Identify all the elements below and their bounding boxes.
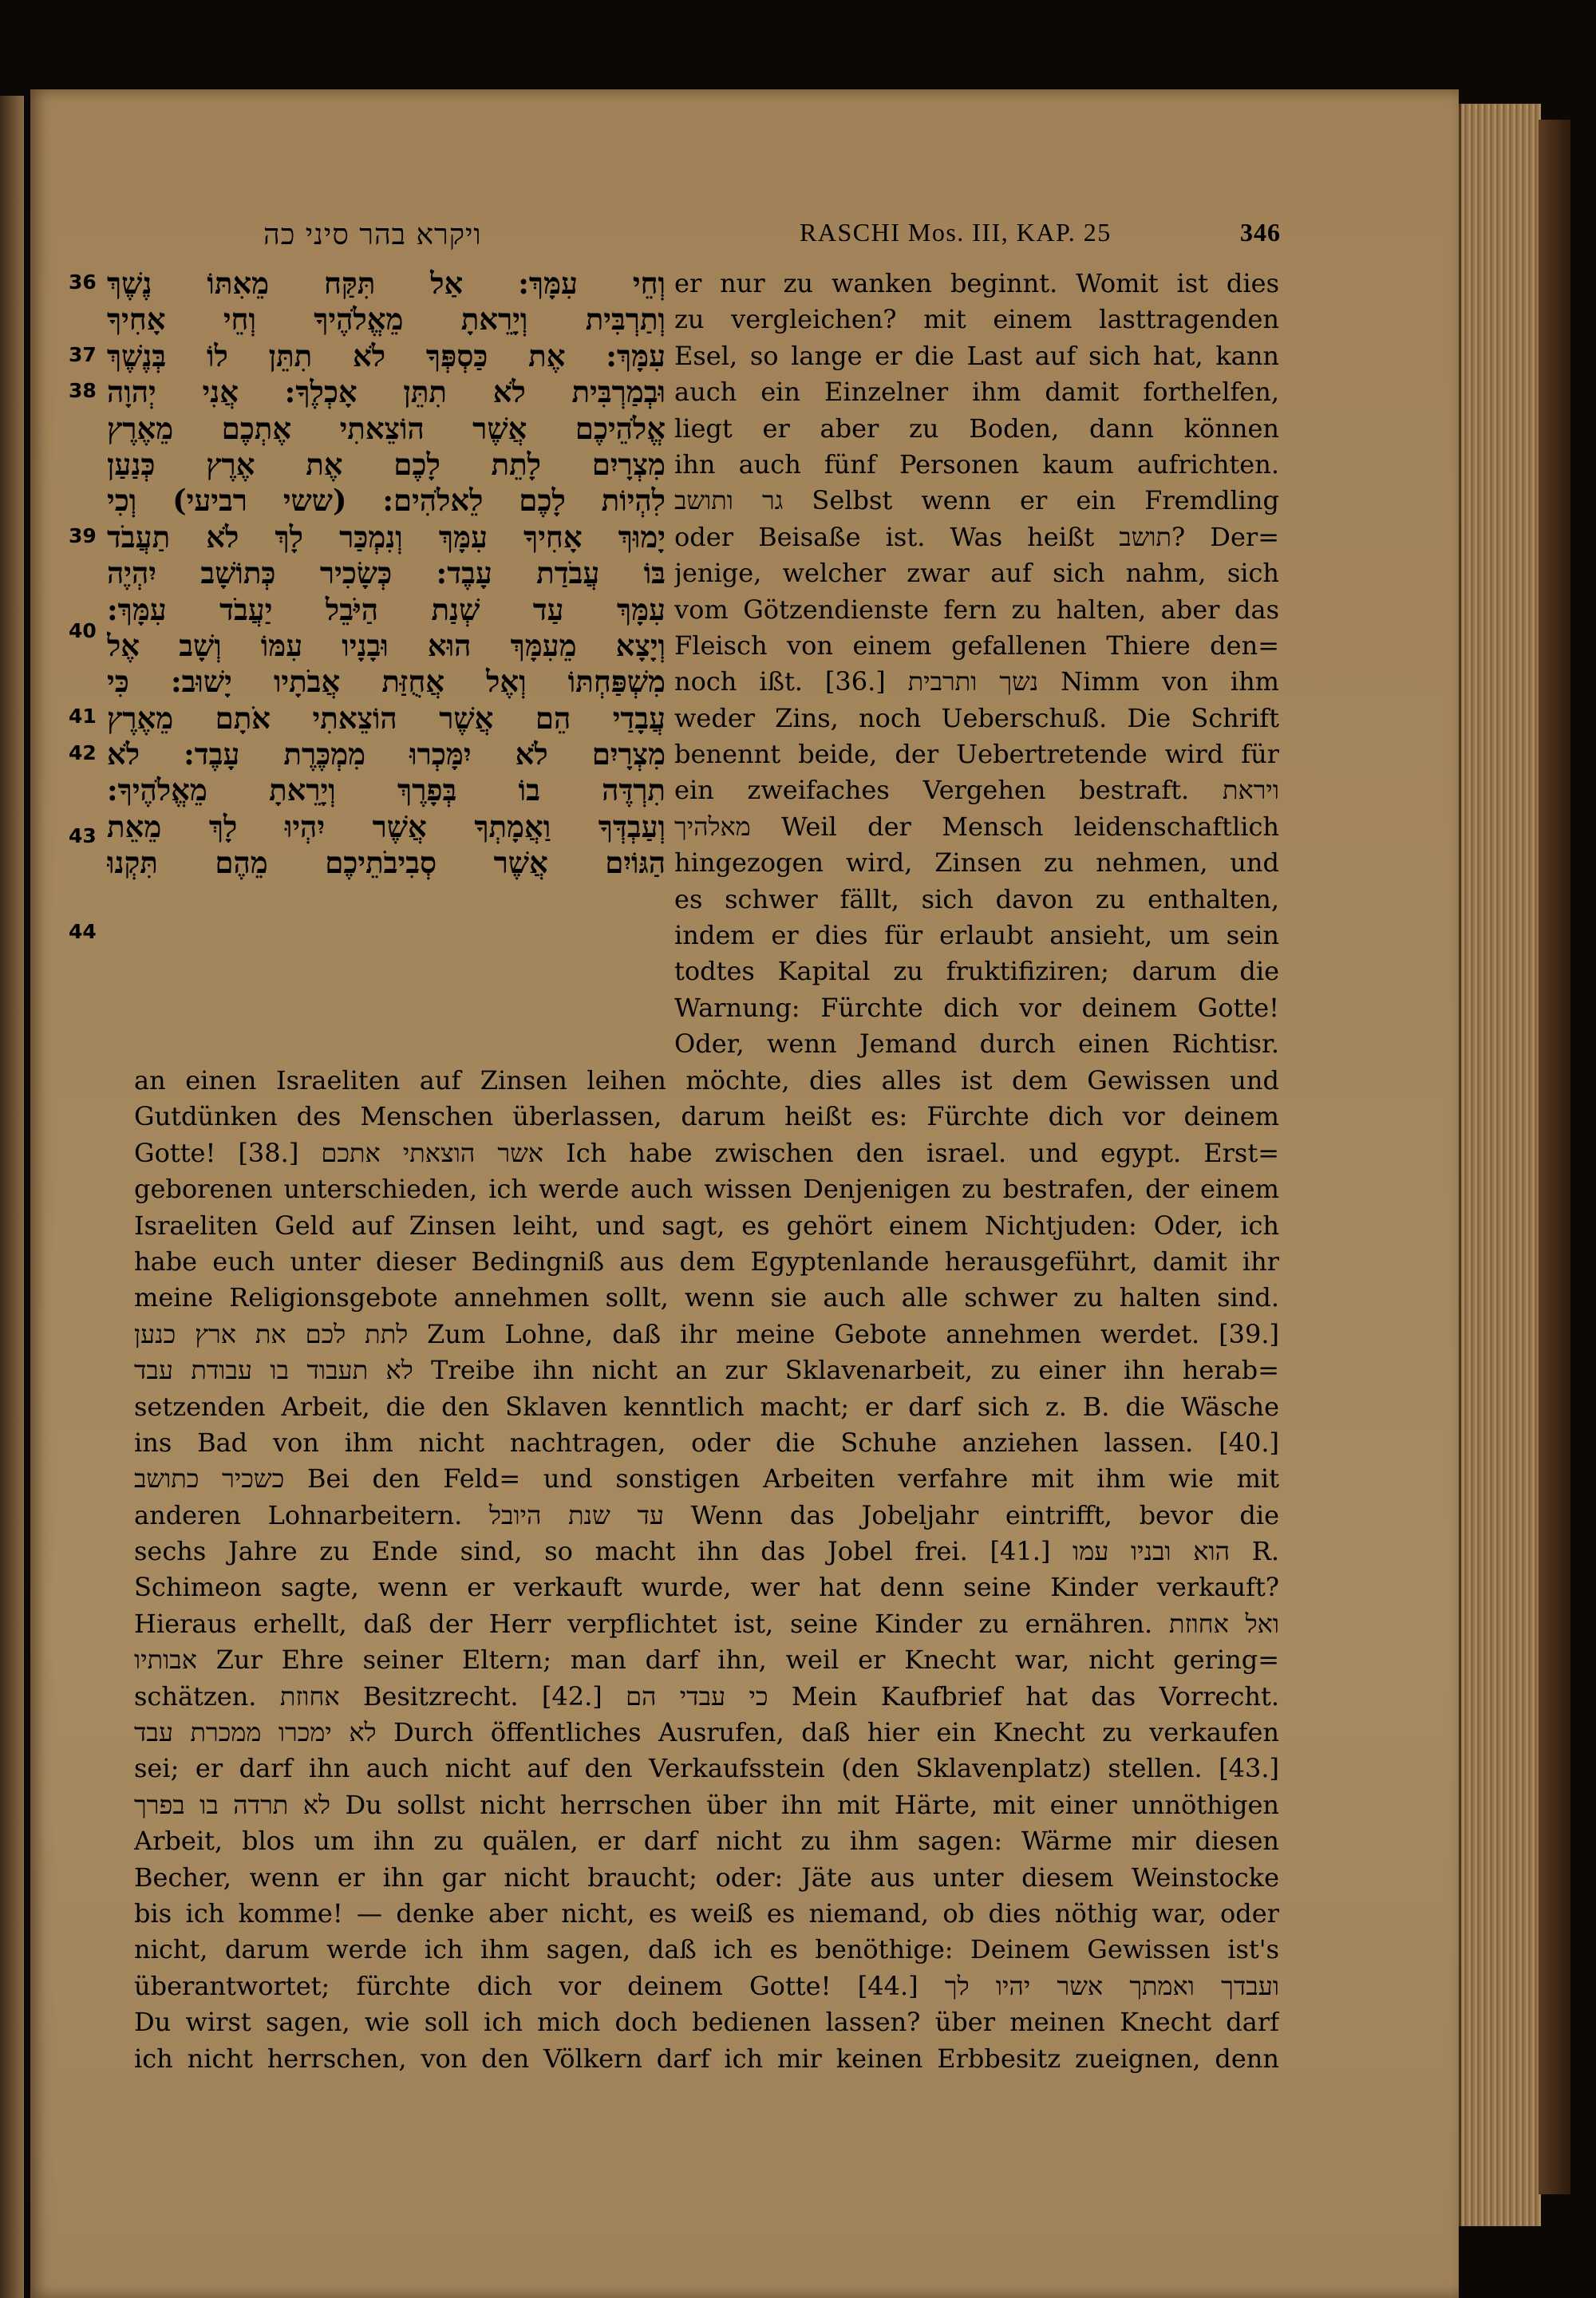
german-line: Gutdünken des Menschen überlassen, darum heißt es: Fürchte dich vor deinem (134, 1101, 1279, 1132)
hebrew-line: לִהְיוֹת לָכֶם לֵאלֹהִים: (ששי רביעי) וְכִי (107, 483, 666, 519)
german-line: Warnung: Fürchte dich vor deinem Gotte! (674, 992, 1279, 1023)
german-line: ihn auch fünf Personen kaum aufrichten. (674, 448, 1279, 480)
hebrew-line: וְחֵי עִמָּךְ: אַל תִּקַּח מֵאִתּוֹ נֶשֶׁךְ (107, 266, 666, 301)
german-line: Schimeon sagte, wenn er verkauft wurde, wer hat denn seine Kinder verkauft? (134, 1572, 1279, 1603)
verse-number: 39 (69, 524, 97, 547)
hebrew-line: תִרְדֶּה בוֹ בְּפָרֶךְ וְיָרֵאתָ מֵאֱלֹהֶיךָ: (107, 772, 666, 808)
hebrew-line: מִצְרָיִם לֹא יִמָּכְרוּ מִמְכֶּרֶת עָבֶד: לֹא (107, 736, 666, 772)
hebrew-line: בּוֹ עֲבֹדַת עָבֶד: כְּשָׂכִיר כְּתוֹשָׁב יִהְיֶה (107, 555, 666, 591)
german-line: ins Bad von ihm nicht nachtragen, oder die Schuhe anziehen lassen. [40.] (134, 1427, 1279, 1458)
hebrew-line: וְעַבְדְּךָ וַאֲמָתְךָ אֲשֶׁר יִהְיוּ לָךְ מֵאֵת (107, 808, 666, 844)
verse-number: 38 (69, 379, 97, 402)
german-line: oder Beisaße ist. Was heißt תושב? Der= (674, 521, 1279, 552)
german-line: bis ich komme! — denke aber nicht, es weiß es niemand, ob dies nöthig war, oder (134, 1897, 1279, 1929)
german-line: setzenden Arbeit, die den Sklaven kenntlich macht; er darf sich z. B. die Wäsche (134, 1391, 1279, 1422)
header-hebrew-title: ויקרא בהר סיני כה (263, 219, 482, 251)
hebrew-line: אֱלֹהֵיכֶם אֲשֶׁר הוֹצֵאתִי אֶתְכֶם מֵאֶרֶץ (107, 410, 666, 446)
german-line: מאלהיך Weil der Mensch leidenschaftlich (674, 811, 1279, 842)
german-line: לא ימכרו ממכרת עבד Durch öffentliches Ausrufen, daß hier ein Knecht zu verkaufen (134, 1717, 1279, 1748)
german-line: an einen Israeliten auf Zinsen leihen möchte, dies alles ist dem Gewissen und (134, 1065, 1279, 1096)
hebrew-line: עִמָּךְ: אֶת כַּסְפְּךָ לֹא תִתֵּן לוֹ בְּנֶשֶׁךְ (107, 338, 666, 373)
german-line: es schwer fällt, sich davon zu enthalten, (674, 883, 1279, 914)
german-line: schätzen. אחוזת Besitzrecht. [42.] כי עבדי הם Mein Kaufbrief hat das Vorrecht. (134, 1680, 1279, 1712)
verse-number: 40 (69, 619, 97, 642)
german-line: überantwortet; fürchte dich vor deinem Gotte! [44.] ועבדך ואמתך אשר יהיו לך (134, 1970, 1279, 2001)
german-line: jenige, welcher zwar auf sich nahm, sich (674, 558, 1279, 589)
german-line: benennt beide, der Uebertretende wird für (674, 739, 1279, 770)
german-line: לא תעבוד בו עבודת עבד Treibe ihn nicht an zur Sklavenarbeit, zu einer ihn herab= (134, 1355, 1279, 1386)
hebrew-line: יָמוּךְ אָחִיךָ עִמָּךְ וְנִמְכַּר לָךְ לֹא תַעֲבֹד (107, 519, 666, 555)
german-line: Du wirst sagen, wie soll ich mich doch bedienen lassen? über meinen Knecht darf (134, 2007, 1279, 2038)
german-line: anderen Lohnarbeitern. עד שנת היובל Wenn das Jobeljahr eintrifft, bevor die (134, 1499, 1279, 1530)
hebrew-line: עֲבָדַי הֵם אֲשֶׁר הוֹצֵאתִי אֹתָם מֵאֶרֶץ (107, 700, 666, 736)
hebrew-line: הַגּוֹיִם אֲשֶׁר סְבִיבֹתֵיכֶם מֵהֶם תִּקְנוּ (107, 845, 666, 881)
german-line: לא תרדה בו בפרך Du sollst nicht herrschen über ihn mit Härte, mit einer unnöthigen (134, 1789, 1279, 1820)
german-line: habe euch unter dieser Bedingniß aus dem Egyptenlande herausgeführt, damit ihr (134, 1246, 1279, 1277)
german-line: Hieraus erhellt, daß der Herr verpflichtet ist, seine Kinder zu ernähren. ואל אחוזת (134, 1608, 1279, 1639)
german-line: er nur zu wanken beginnt. Womit ist dies (674, 268, 1279, 298)
verse-number: 36 (69, 270, 97, 294)
german-line: nicht, darum werde ich ihm sagen, daß ich es benöthige: Deinem Gewissen ist's (134, 1934, 1279, 1965)
hebrew-line: מִשְׁפַּחְתּוֹ וְאֶל אֲחֻזַּת אֲבֹתָיו יָשׁוּב: כִּי (107, 664, 666, 700)
german-line: Fleisch von einem gefallenen Thiere den= (674, 630, 1279, 661)
german-line: ein zweifaches Vergehen bestraft. ויראת (674, 775, 1279, 806)
hebrew-line: וּבְמַרְבִּית לֹא תִתֵּן אָכְלֶךָ: אֲנִי יְהוָה (107, 374, 666, 410)
german-line: vom Götzendienste fern zu halten, aber das (674, 594, 1279, 625)
verse-number: 43 (69, 824, 97, 847)
german-line: todtes Kapital zu fruktifiziren; darum die (674, 956, 1279, 987)
german-line: auch ein Einzelner ihm damit forthelfen, (674, 377, 1279, 408)
book-left-edge (0, 96, 24, 2298)
german-line: sei; er darf ihn auch nicht auf den Verkaufsstein (den Sklavenplatz) stellen. [43.] (134, 1753, 1279, 1784)
verse-number: 44 (69, 920, 97, 943)
hebrew-torah-text (107, 266, 666, 882)
header-title: RASCHI Mos. III, KAP. 25 (800, 218, 1112, 247)
german-line: hingezogen wird, Zinsen zu nehmen, und (674, 847, 1279, 879)
german-line: Becher, wenn er ihn gar nicht braucht; oder: Jäte aus unter diesem Weinstocke (134, 1862, 1279, 1893)
german-line: sechs Jahre zu Ende sind, so macht ihn das Jobel frei. [41.] הוא ובניו עמו R. (134, 1536, 1279, 1567)
german-line: liegt er aber zu Boden, dann können (674, 413, 1279, 444)
german-line: noch ißt. [36.] נשך ותרבית Nimm von ihm (674, 666, 1279, 697)
german-line: כשכיר כתושב Bei den Feld= und sonstigen Arbeiten verfahre mit ihm wie mit (134, 1463, 1279, 1494)
german-line: indem er dies für erlaubt ansieht, um sein (674, 920, 1279, 951)
german-line: Arbeit, blos um ihn zu quälen, er darf nicht zu ihm sagen: Wärme mir diesen (134, 1826, 1279, 1857)
german-commentary-right-column (674, 266, 1279, 1063)
german-line: Israeliten Geld auf Zinsen leiht, und sagt, es gehört einem Nichtjuden: Oder, ich (134, 1210, 1279, 1241)
hebrew-line: מִצְרָיִם לָתֵת לָכֶם אֶת אֶרֶץ כְּנַעַן (107, 446, 666, 482)
german-line: zu vergleichen? mit einem lasttragenden (674, 304, 1279, 335)
verse-number: 37 (69, 343, 97, 366)
hebrew-line: וְתַרְבִּית וְיָרֵאתָ מֵאֱלֹהֶיךָ וְחֵי אָחִיךָ (107, 302, 666, 338)
page-stack-edges (1459, 104, 1541, 2226)
german-line: גר ותושב Selbst wenn er ein Fremdling (674, 485, 1279, 516)
german-line: אבותיו Zur Ehre seiner Eltern; man darf ihn, weil er Knecht war, nicht gering= (134, 1645, 1279, 1676)
german-line: weder Zins, noch Ueberschuß. Die Schrift (674, 702, 1279, 733)
german-line: לתת לכם את ארץ כנען Zum Lohne, daß ihr meine Gebote annehmen werdet. [39.] (134, 1318, 1279, 1349)
verse-number: 42 (69, 741, 97, 764)
page-number: 346 (1240, 218, 1281, 247)
german-commentary-full-width (134, 1063, 1279, 2077)
hebrew-line: עִמָּךְ עַד שְׁנַת הַיֹּבֵל יַעֲבֹד עִמָּךְ: (107, 591, 666, 627)
german-line: Gotte! [38.] אשר הוצאתי אתכם Ich habe zwischen den israel. und egypt. Erst= (134, 1137, 1279, 1168)
verse-number: 41 (69, 705, 97, 728)
german-line: ich nicht herrschen, von den Völkern darf ich mir keinen Erbbesitz zueignen, denn (134, 2043, 1279, 2074)
german-line: Oder, wenn Jemand durch einen Richtisr. (674, 1029, 1279, 1060)
german-line: geborenen unterschieden, ich werde auch wissen Denjenigen zu bestrafen, der einem (134, 1174, 1279, 1205)
hebrew-line: וְיָצָא מֵעִמָּךְ הוּא וּבָנָיו עִמּוֹ וְשָׁב אֶל (107, 627, 666, 663)
german-line: meine Religionsgebote annehmen sollt, wenn sie auch alle schwer zu halten sind. (134, 1282, 1279, 1313)
book-binding (1539, 120, 1570, 2194)
german-line: Esel, so lange er die Last auf sich hat, kann (674, 340, 1279, 371)
